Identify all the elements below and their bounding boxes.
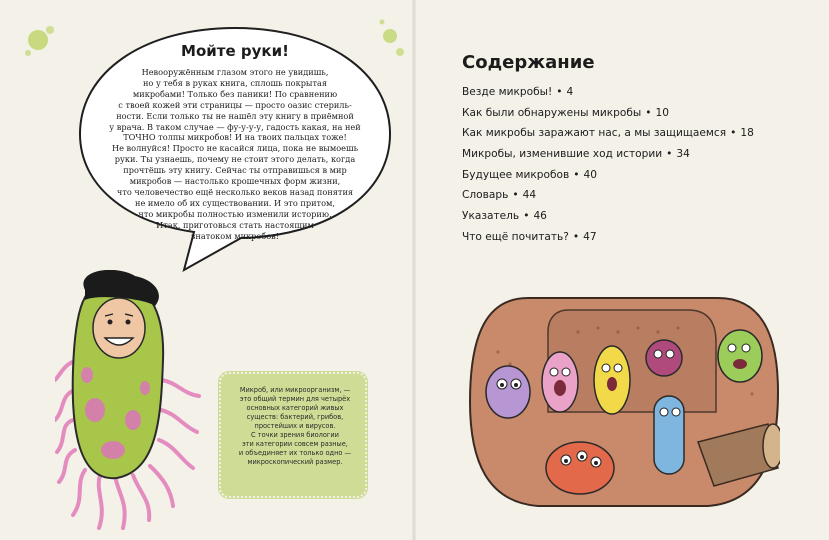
toc-item-page: 40 — [583, 168, 597, 181]
toc-item-label: Указатель — [462, 210, 520, 223]
toc-item-page: 10 — [655, 106, 669, 119]
toc-item-page: 18 — [740, 127, 754, 140]
note-line: эти категории совсем разные, — [242, 440, 348, 448]
toc-item[interactable]: Как были обнаружены микробы • 10 — [462, 106, 669, 119]
blue-microbe — [654, 396, 684, 474]
toc-item-label: Микробы, изменившие ход истории — [462, 148, 663, 161]
speech-bubble — [76, 24, 394, 274]
toc-item[interactable]: Микробы, изменившие ход истории • 34 — [462, 148, 690, 161]
toc-item-page: 4 — [566, 86, 574, 98]
toc-list — [462, 86, 754, 252]
bubble-line: микробами! Только без паники! По сравнению — [132, 88, 338, 99]
toc-item[interactable]: Как микробы заражают нас, а мы защищаемся • 18 — [462, 127, 754, 140]
green-microbe — [718, 330, 762, 382]
bubble-line: ности. Если только ты не нашёл эту книгу в приёмной — [116, 110, 354, 121]
microbes-on-bandage-illustration — [468, 292, 780, 518]
red-microbe — [546, 442, 614, 494]
toc-item-label: Словарь — [462, 189, 509, 202]
note-line: Микроб, или микроорганизм, — — [239, 386, 351, 394]
definition-note — [219, 372, 367, 498]
bubble-title: Мойте руки! — [181, 42, 289, 60]
toc-item-label: Везде микробы! — [462, 86, 553, 98]
left-page — [0, 0, 414, 540]
toc-item-page: 47 — [583, 230, 597, 243]
bubble-line: прочтёшь эту книгу. Сейчас ты отправишься в мир — [123, 165, 347, 176]
note-line: и объединяет их только одно — — [238, 449, 352, 457]
bubble-line: у врача. В таком случае — фу-у-у-у, гадость какая, на ней — [109, 121, 361, 132]
yellow-microbe — [594, 346, 630, 414]
note-line: это общий термин для четырёх — [239, 395, 351, 403]
pink-microbe — [542, 352, 578, 412]
note-line: основных категорий живых — [246, 404, 344, 412]
bubble-line: ТОЧНО толпы микробов! И на твоих пальцах тоже! — [123, 132, 347, 143]
toc-item[interactable]: Везде микробы! • 4 — [462, 86, 574, 98]
bubble-line: что человечество ещё несколько веков назад понятия — [116, 186, 354, 197]
green-splatter-top-left — [20, 20, 60, 60]
bubble-line: знатоком микробов! — [190, 230, 280, 241]
bubble-line: не имело об их существовании. И это притом, — [134, 197, 335, 208]
bubble-line: Не волнуйся! Просто не касайся лица, пока не вымоешь — [111, 143, 359, 154]
toc-item[interactable]: Указатель • 46 — [462, 210, 547, 223]
bubble-line: что микробы полностью изменили историю. — [138, 208, 332, 219]
toc-item-page: 46 — [533, 210, 547, 223]
note-line: С точки зрения биологии — [251, 431, 339, 439]
toc-item[interactable]: Будущее микробов • 40 — [462, 168, 597, 181]
toc-item-page: 34 — [676, 148, 690, 161]
note-line: простейших и вирусов. — [254, 422, 336, 430]
toc-item[interactable]: Словарь • 44 — [462, 189, 537, 202]
note-line: микроскопический размер. — [247, 458, 343, 466]
toc-title: Содержание — [462, 52, 595, 73]
right-page — [414, 0, 829, 540]
bubble-line: микробов — настолько крошечных форм жизни, — [129, 176, 341, 187]
face — [93, 298, 145, 358]
toc-item-label: Что ещё почитать? — [462, 230, 569, 243]
bubble-line: Итак, приготовься стать настоящим — [156, 219, 314, 230]
toc-item-page: 44 — [522, 189, 537, 202]
toc-item[interactable]: Что ещё почитать? • 47 — [462, 230, 597, 243]
magenta-microbe — [646, 340, 682, 376]
note-line: существ: бактерий, грибов, — [246, 413, 344, 421]
bubble-line: но у тебя в руках книга, сплошь покрытая — [142, 77, 328, 88]
microbe-costume-character — [55, 270, 205, 532]
bubble-line: руки. Ты узнаешь, почему не стоит этого делать, когда — [114, 154, 356, 165]
note-text — [227, 386, 363, 467]
toc-item-label: Как были обнаружены микробы — [462, 106, 642, 119]
bubble-text — [98, 67, 372, 242]
purple-microbe — [486, 366, 530, 418]
toc-item-label: Как микробы заражают нас, а мы защищаемся — [462, 127, 727, 140]
bubble-line: с твоей кожей эти страницы — просто оазис стериль- — [118, 99, 352, 110]
toc-item-label: Будущее микробов — [462, 168, 570, 181]
bubble-line: Невооружённым глазом этого не увидишь, — [141, 67, 329, 77]
